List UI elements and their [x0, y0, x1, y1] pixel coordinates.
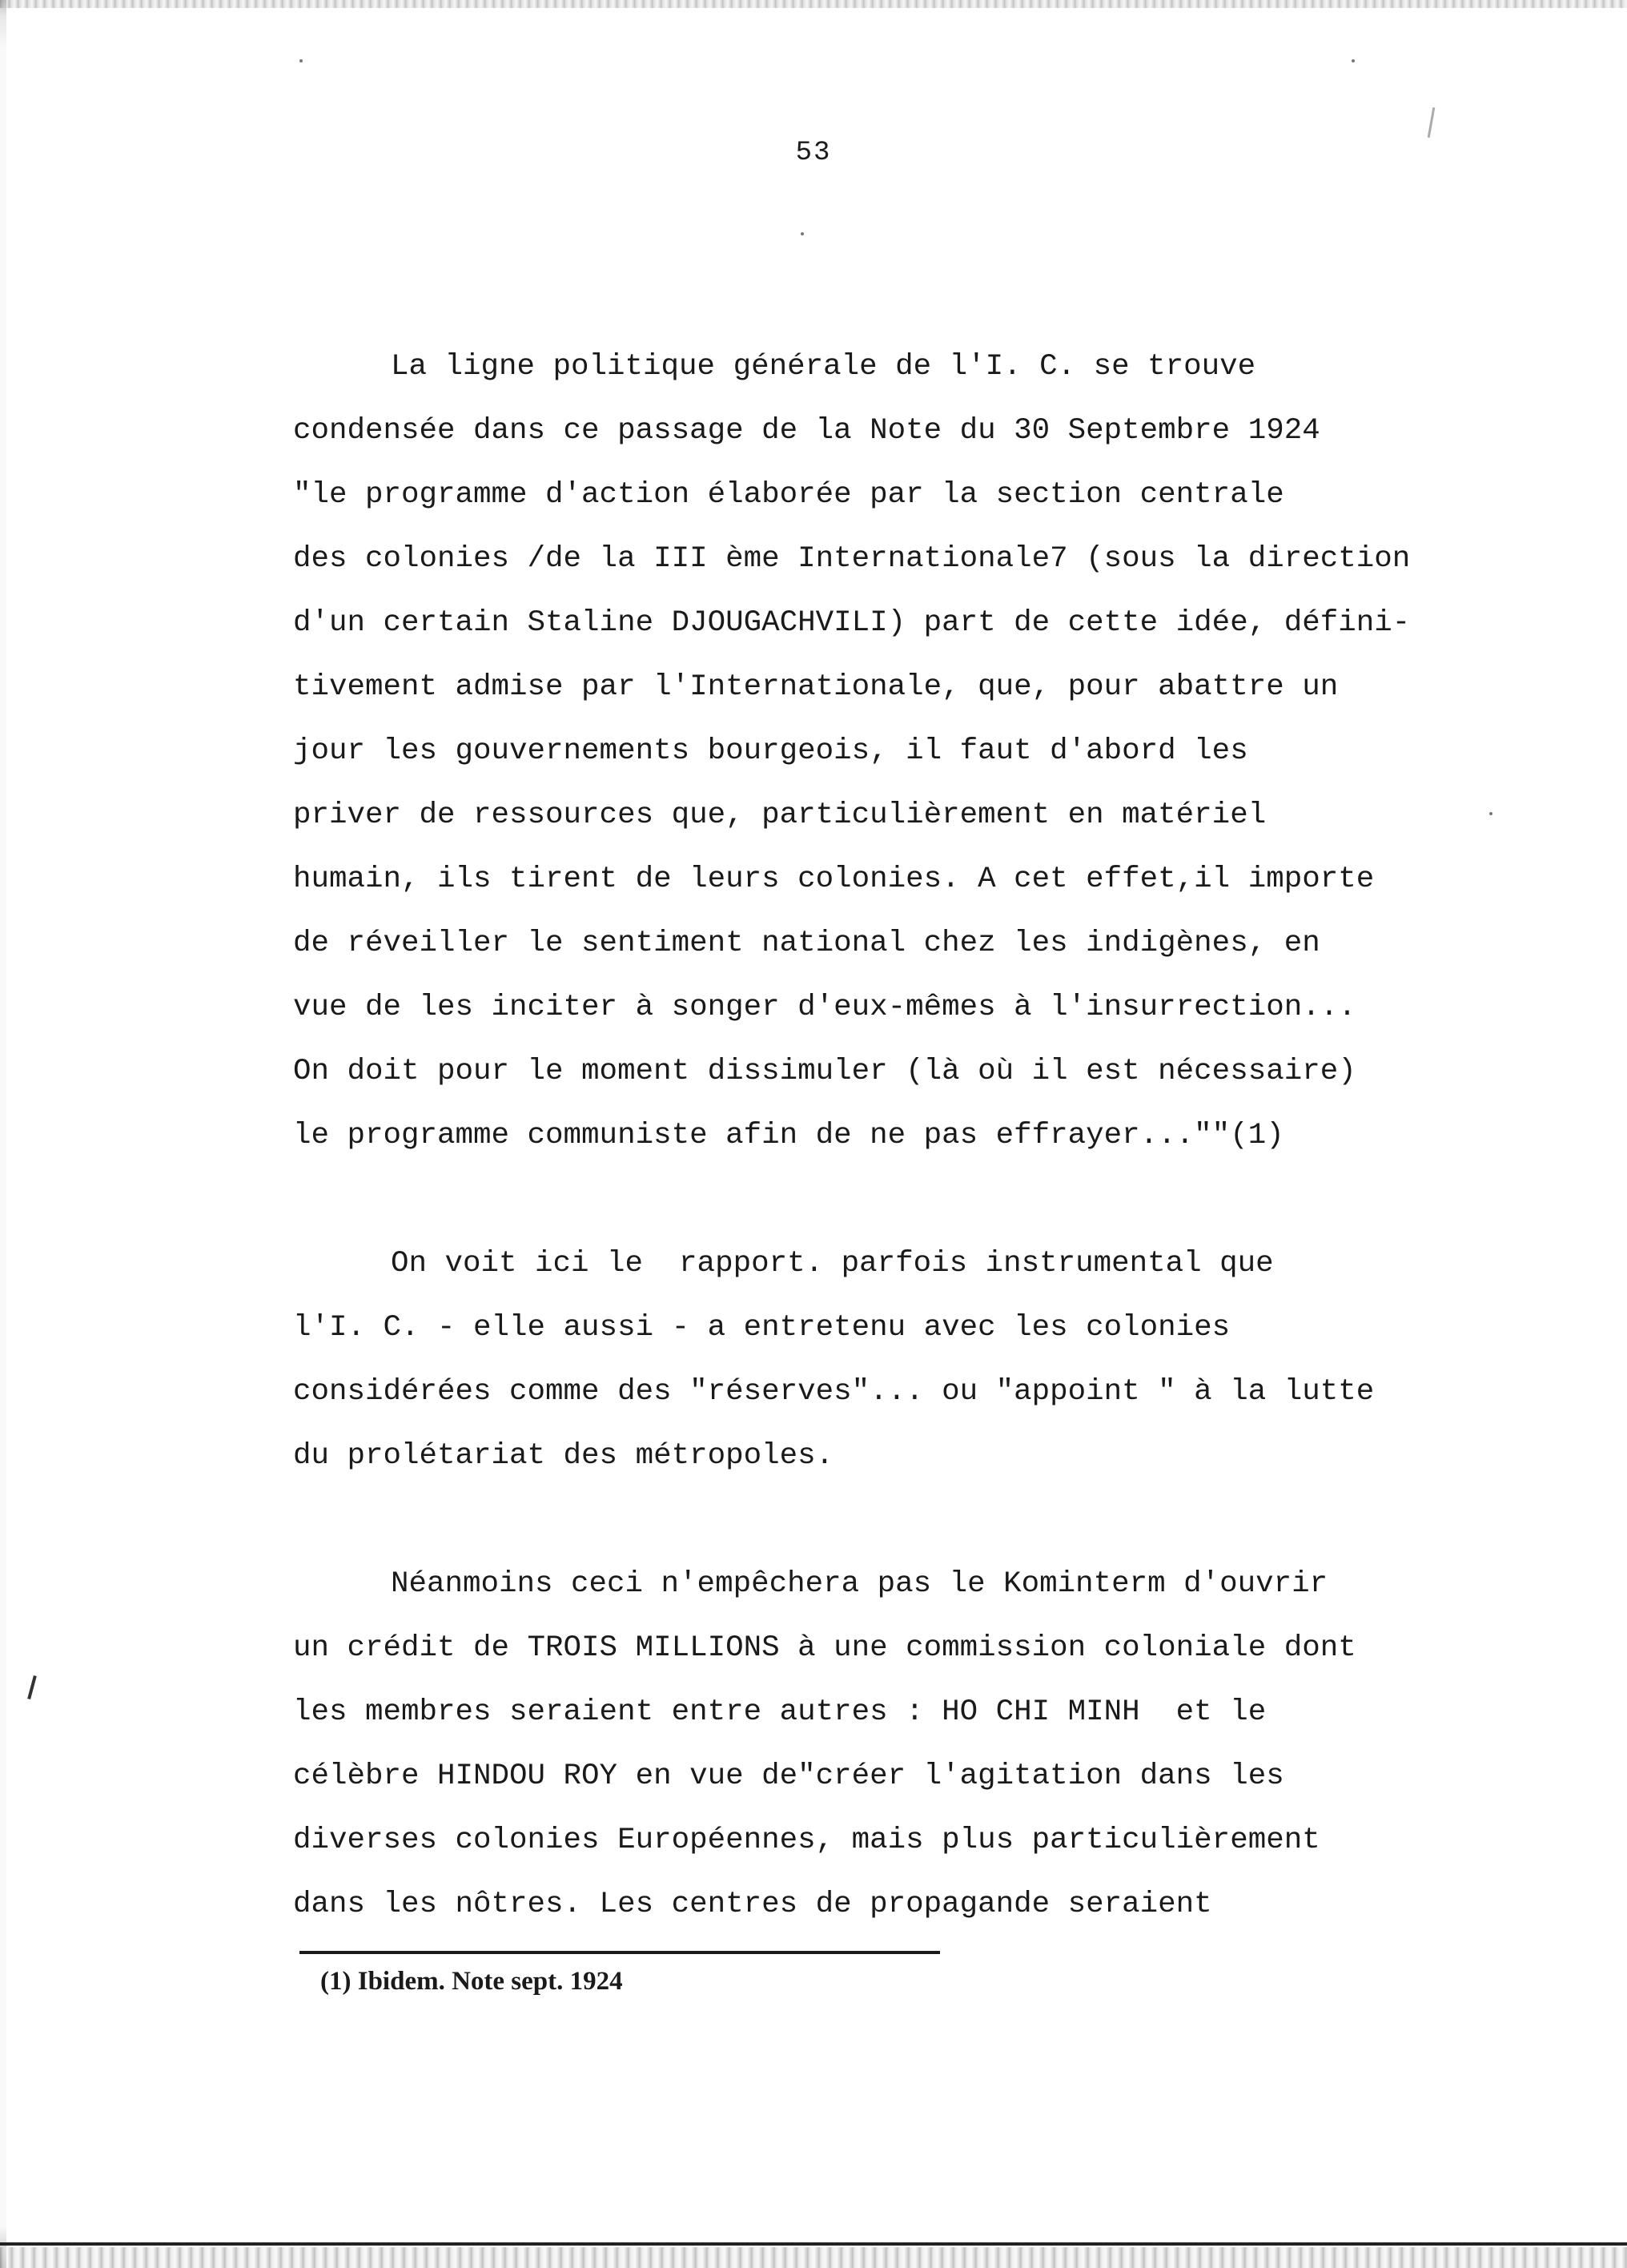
text-line: un crédit de TROIS MILLIONS à une commission coloniale dont: [293, 1631, 1356, 1665]
text-line: dans les nôtres. Les centres de propagande seraient: [293, 1888, 1212, 1921]
text-line: "le programme d'action élaborée par la section centrale: [293, 478, 1284, 512]
text-line: de réveiller le sentiment national chez les indigènes, en: [293, 927, 1320, 960]
scan-mark: [27, 1675, 37, 1699]
footnote-divider: [299, 1951, 940, 1954]
text-line: La ligne politique générale de l'I. C. se trouve: [391, 350, 1256, 384]
footnote: (1) Ibidem. Note sept. 1924: [320, 1967, 623, 1996]
scan-speck: [1352, 59, 1355, 62]
scan-mark: [1428, 107, 1436, 138]
scan-edge-bottom: [0, 2247, 1627, 2268]
paragraph-3: [293, 1552, 1542, 1936]
text-line: diverses colonies Européennes, mais plus particulièrement: [293, 1824, 1320, 1857]
text-line: les membres seraient entre autres : HO CHI MINH et le: [293, 1695, 1267, 1729]
text-line: l'I. C. - elle aussi - a entretenu avec les colonies: [293, 1311, 1231, 1345]
scan-speck: [801, 232, 804, 235]
scan-edge-top: [0, 0, 1627, 8]
text-line: On voit ici le rapport. parfois instrumental que: [391, 1247, 1274, 1281]
scan-edge-left: [0, 0, 6, 2268]
text-line: tivement admise par l'Internationale, que, pour abattre un: [293, 670, 1339, 704]
text-line: priver de ressources que, particulièrement en matériel: [293, 798, 1267, 832]
text-line: d'un certain Staline DJOUGACHVILI) part de cette idée, défini-: [293, 606, 1411, 640]
text-line: du prolétariat des métropoles.: [293, 1439, 834, 1473]
text-line: le programme communiste afin de ne pas effrayer...""(1): [293, 1119, 1284, 1152]
text-line: célèbre HINDOU ROY en vue de"créer l'agitation dans les: [293, 1759, 1284, 1793]
page-number: 53: [795, 138, 832, 168]
text-line: condensée dans ce passage de la Note du 30 Septembre 1924: [293, 414, 1320, 448]
text-line: Néanmoins ceci n'empêchera pas le Kominterm d'ouvrir: [391, 1567, 1328, 1601]
paragraph-1: [293, 335, 1542, 1168]
paragraph-2: [293, 1232, 1542, 1488]
scan-speck: [299, 59, 303, 62]
text-line: vue de les inciter à songer d'eux-mêmes à l'insurrection...: [293, 991, 1356, 1024]
text-line: humain, ils tirent de leurs colonies. A cet effet,il importe: [293, 863, 1375, 896]
text-line: des colonies /de la III ème Internationale7 (sous la direction: [293, 542, 1411, 576]
text-line: considérées comme des "réserves"... ou "appoint " à la lutte: [293, 1375, 1375, 1409]
text-line: On doit pour le moment dissimuler (là où il est nécessaire): [293, 1055, 1356, 1088]
text-line: jour les gouvernements bourgeois, il faut d'abord les: [293, 734, 1248, 768]
scan-edge-line: [0, 2242, 1627, 2246]
